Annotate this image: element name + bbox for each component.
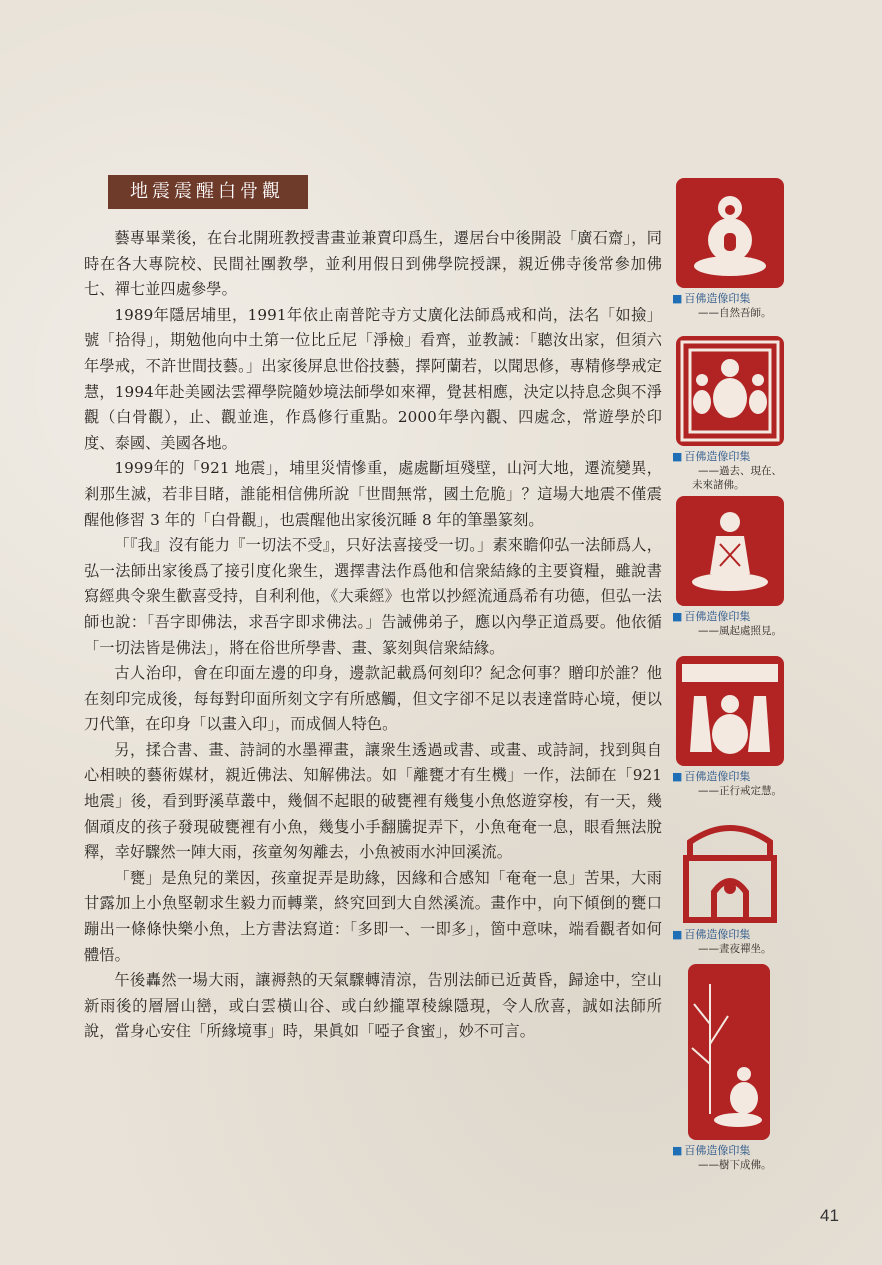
- shrine-icon: [676, 814, 784, 924]
- seal-item: [672, 496, 784, 638]
- buddha-seal-image: [688, 964, 770, 1140]
- seal-item: [672, 178, 784, 320]
- section-title-banner: [108, 175, 308, 209]
- seal-caption: ■ 百佛造像印集: [672, 448, 784, 464]
- seal-item: [672, 964, 772, 1172]
- buddha-seal-image: [676, 496, 784, 606]
- buddha-seal-image: [676, 656, 784, 766]
- seal-caption: ■ 百佛造像印集: [672, 1142, 772, 1158]
- buddha-seal-image: [676, 336, 784, 446]
- page-number: 41: [820, 1206, 839, 1225]
- seated-buddha-icon: [676, 496, 784, 606]
- buddha-seal-image: [676, 814, 784, 924]
- paragraph: 另，揉合書、畫、詩詞的水墨禪畫，讓衆生透過或書、或畫、或詩詞，找到與自心相映的藝術媒材，親近佛法、知解佛法。如「離甕才有生機」一作，法師在「921 地震」後，看到野溪草叢中，幾個不起眼的破甕裡有幾隻小魚悠遊穿梭，有一天，幾個頑皮的孩子發現破甕裡有小魚，幾隻小手翻騰捉弄下，小魚奄奄一息，眼看無法脫釋，幸好驟然一陣大雨，孩童匆匆離去，小魚被雨水沖回溪流。: [84, 740, 662, 862]
- paragraph: 「甕」是魚兒的業因，孩童捉弄是助緣，因緣和合感知「奄奄一息」苦果，大雨甘露加上小魚堅韌求生毅力而轉業，終究回到大自然溪流。畫作中，向下傾倒的甕口蹦出一條條快樂小魚，上方書法寫道：「多即一、一即多」，箇中意味，端看觀者如何體悟。: [84, 868, 662, 964]
- seal-subcaption: 未來諸佛。: [692, 479, 745, 491]
- buddha-with-attendants-icon: [676, 656, 784, 766]
- seal-caption: ■ 百佛造像印集: [672, 926, 784, 942]
- seal-caption: ■ 百佛造像印集: [672, 290, 784, 306]
- paragraph: 午後轟然一場大雨，讓褥熱的天氣驟轉清涼，告別法師已近黃昏，歸途中，空山新雨後的層層山巒，或白雲橫山谷、或白紗攏罩稜線隱現，令人欣喜，誠如法師所說，當身心安住「所緣境事」時，果眞如「啞子食蜜」，妙不可言。: [84, 971, 662, 1041]
- seal-caption: ■ 百佛造像印集: [672, 608, 784, 624]
- seal-caption: ■ 百佛造像印集: [672, 768, 784, 784]
- article-body: [84, 226, 662, 1045]
- paragraph: 藝專畢業後，在台北開班教授書畫並兼賣印爲生，遷居台中後開設「廣石齋」，同時在各大專院校、民間社團教學，並利用假日到佛學院授課，親近佛寺後常參加佛七、禪七並四處參學。: [84, 229, 662, 299]
- paragraph: 古人治印，會在印面左邊的印身，邊款記載爲何刻印？紀念何事？贈印於誰？他在刻印完成後，每每對印面所刻文字有所感觸，但文字卻不足以表達當時心境，便以刀代筆，在印身「以畫入印」，而成個人特色。: [84, 664, 662, 734]
- seal-subcaption: ——樹下成佛。: [698, 1159, 772, 1171]
- paragraph: 1989年隱居埔里，1991年依止南普陀寺方丈廣化法師爲戒和尚，法名「如撿」號「拾得」，期勉他向中土第一位比丘尼「淨檢」看齊，並教誡：「聽汝出家，但須六年學戒，不許世間技藝。」出家後屏息世俗技藝，擇阿蘭若，以聞思修，專精修學戒定慧，1994年赴美國法雲禪學院隨妙境法師學如來禪，覺甚相應，決定以持息念與不淨觀（白骨觀），止、觀並進，作爲修行重點。2000年學內觀、四處念，常遊學於印度、泰國、美國各地。: [84, 305, 662, 452]
- paragraph: 「『我』沒有能力『一切法不受』，只好法喜接受一切。」素來瞻仰弘一法師爲人，弘一法師出家後爲了接引度化衆生，選擇書法作爲他和信衆結緣的主要資糧，雖說書寫經典令衆生歡喜受持，自利利他，《大乘經》也常以抄經流通爲希有功德，但弘一法師也說：「吾字即佛法，求吾字即求佛法。」告誡佛弟子，應以內學正道爲要。他依循「一切法皆是佛法」，將在俗世所學書、畫、篆刻與信衆結緣。: [84, 536, 662, 657]
- seal-item: [672, 656, 784, 798]
- seal-subcaption: ——風起處照見。: [698, 625, 782, 637]
- seal-item: [672, 336, 784, 492]
- buddha-under-tree-icon: [688, 964, 770, 1140]
- three-buddhas-icon: [676, 336, 784, 446]
- paragraph: 1999年的「921 地震」，埔里災情慘重，處處斷垣殘壁，山河大地，遷流變異，剎那生滅，若非目睹，誰能相信佛所說「世間無常，國土危脆」？這場大地震不僅震醒他修習 3 年的「白骨觀」，也震醒他出家後沉睡 8 年的筆墨篆刻。: [84, 459, 662, 529]
- seal-item: [672, 814, 784, 956]
- seal-subcaption: ——過去、現在、: [698, 465, 782, 477]
- buddha-seal-image: [676, 178, 784, 288]
- seal-subcaption: ——晝夜禪坐。: [698, 943, 772, 955]
- seal-subcaption: ——正行戒定慧。: [698, 785, 782, 797]
- seated-buddha-icon: [676, 178, 784, 288]
- seal-subcaption: ——自然吾師。: [698, 307, 772, 319]
- section-title: 地震震醒白骨觀: [130, 181, 284, 202]
